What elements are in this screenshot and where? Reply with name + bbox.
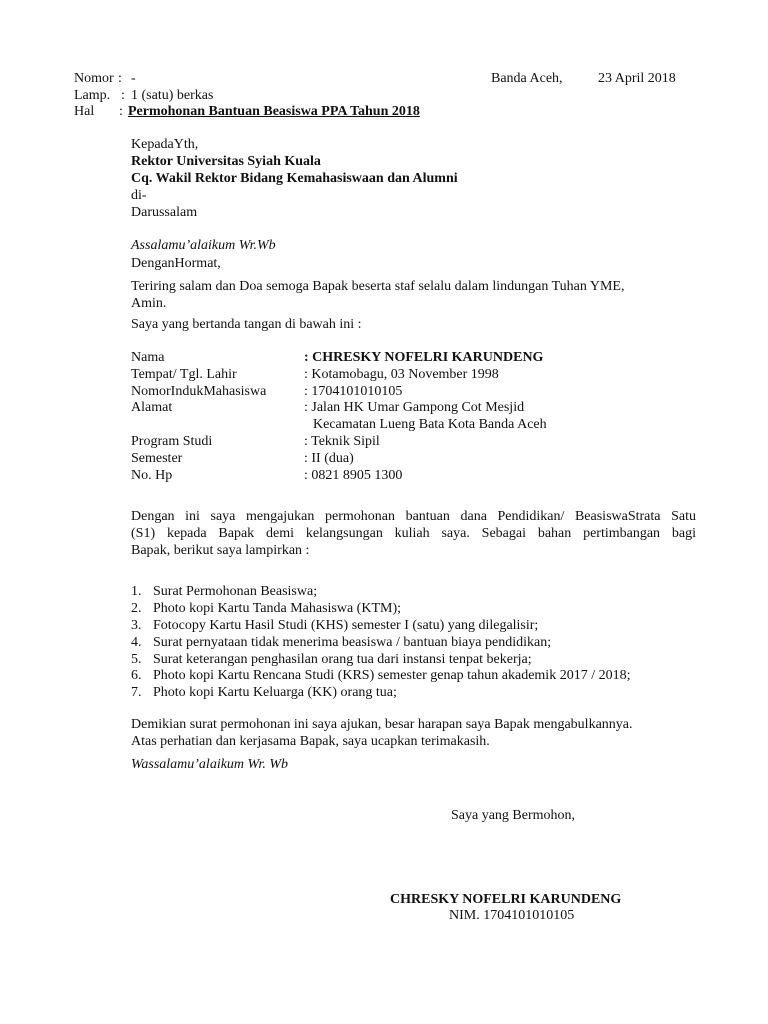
hal-separator: : [119, 104, 123, 119]
letter-place: Banda Aceh, [491, 71, 563, 86]
opening-salam: Assalamu’alaikum Wr.Wb [131, 238, 276, 253]
identity-value-alamat: : Jalan HK Umar Gampong Cot Mesjid [304, 400, 525, 415]
nomor-separator: : [118, 71, 122, 86]
identity-value-prodi: : Teknik Sipil [304, 434, 380, 449]
list-item-text: Photo kopi Kartu Rencana Studi (KRS) semester genap tahun akademik 2017 / 2018; [153, 668, 631, 684]
list-item-text: Photo kopi Kartu Keluarga (KK) orang tua; [153, 685, 397, 701]
list-item [131, 651, 630, 668]
body-para-line3: Bapak, berikut saya lampirkan : [131, 543, 310, 558]
letter-date: 23 April 2018 [598, 71, 676, 86]
recipient-cq: Cq. Wakil Rektor Bidang Kemahasiswaan dan Alumni [131, 171, 458, 186]
closing-line1: Demikian surat permohonan ini saya ajukan, besar harapan saya Bapak mengabulkannya. [131, 717, 633, 732]
identity-label-semester: Semester [131, 451, 183, 466]
body-para-line1: Dengan ini saya mengajukan permohonan bantuan dana Pendidikan/ BeasiswaStrata Satu [131, 509, 696, 524]
signatory-nim: NIM. 1704101010105 [449, 908, 575, 923]
identity-value-nama: : CHRESKY NOFELRI KARUNDENG [304, 350, 544, 365]
nomor-value: - [131, 71, 136, 86]
list-item [131, 684, 630, 701]
list-item [131, 600, 630, 617]
identity-value-ttl: : Kotamobagu, 03 November 1998 [304, 367, 499, 382]
list-item-number: 1. [131, 584, 142, 599]
identity-label-prodi: Program Studi [131, 434, 213, 449]
recipient-greeting: KepadaYth, [131, 137, 199, 152]
recipient-di: di- [131, 188, 147, 203]
recipient-name: Rektor Universitas Syiah Kuala [131, 154, 321, 169]
list-item-text: Photo kopi Kartu Tanda Mahasiswa (KTM); [153, 600, 402, 616]
hal-label: Hal [74, 104, 95, 119]
opening-para2: Saya yang bertanda tangan di bawah ini : [131, 317, 362, 332]
list-item-number: 6. [131, 668, 142, 684]
lamp-value: 1 (satu) berkas [131, 88, 214, 103]
identity-value-alamat-line2: Kecamatan Lueng Bata Kota Banda Aceh [313, 417, 547, 432]
list-item-number: 5. [131, 651, 142, 667]
signatory-name: CHRESKY NOFELRI KARUNDENG [390, 892, 622, 907]
closing-salam: Wassalamu’alaikum Wr. Wb [131, 757, 288, 772]
identity-value-semester: : II (dua) [304, 451, 354, 466]
list-item-text: Surat pernyataan tidak menerima beasiswa / bantuan biaya pendidikan; [153, 634, 552, 650]
list-item-text: Surat Permohonan Beasiswa; [153, 584, 318, 599]
nomor-label: Nomor [74, 71, 114, 86]
identity-label-nim: NomorIndukMahasiswa [131, 384, 267, 399]
list-item [131, 667, 630, 684]
list-item [131, 634, 630, 651]
identity-value-nim: : 1704101010105 [304, 384, 403, 399]
recipient-location: Darussalam [131, 205, 198, 220]
list-item-text: Fotocopy Kartu Hasil Studi (KHS) semester I (satu) yang dilegalisir; [153, 617, 539, 633]
lamp-label: Lamp. [74, 88, 111, 103]
identity-value-hp: : 0821 8905 1300 [304, 468, 403, 483]
body-para-line2: (S1) kepada Bapak demi kelangsungan kuliah saya. Sebagai bahan pertimbangan bagi [131, 526, 696, 541]
attachments-list [131, 583, 630, 701]
lamp-separator: : [121, 88, 125, 103]
identity-label-alamat: Alamat [131, 400, 173, 415]
list-item-number: 4. [131, 634, 142, 650]
list-item-number: 3. [131, 617, 142, 633]
signature-label: Saya yang Bermohon, [451, 808, 576, 823]
list-item-text: Surat keterangan penghasilan orang tua dari instansi tenpat bekerja; [153, 651, 532, 667]
identity-label-ttl: Tempat/ Tgl. Lahir [131, 367, 237, 382]
list-item-number: 2. [131, 600, 142, 616]
list-item [131, 617, 630, 634]
opening-para-line2: Amin. [131, 296, 167, 311]
list-item-number: 7. [131, 685, 142, 701]
opening-para-line1: Teriring salam dan Doa semoga Bapak beserta staf selalu dalam lindungan Tuhan YME, [131, 279, 625, 294]
letter-subject: Permohonan Bantuan Beasiswa PPA Tahun 2018 [128, 104, 420, 119]
list-item [131, 583, 630, 600]
identity-label-hp: No. Hp [131, 468, 173, 483]
closing-line2: Atas perhatian dan kerjasama Bapak, saya ucapkan terimakasih. [131, 734, 490, 749]
opening-hormat: DenganHormat, [131, 256, 221, 271]
identity-label-nama: Nama [131, 350, 165, 365]
